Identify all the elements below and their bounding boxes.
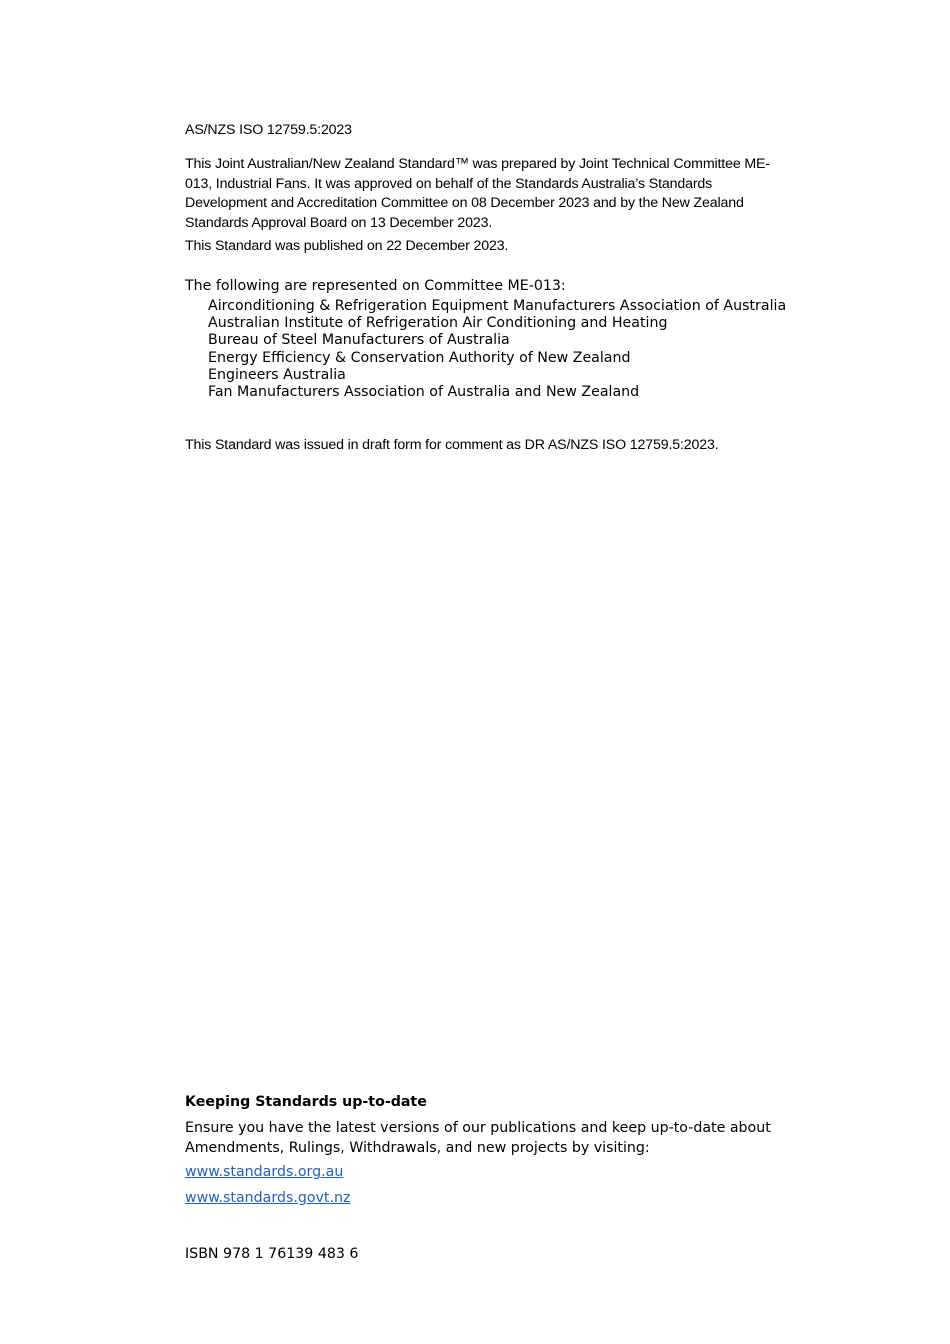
- committee-member: Airconditioning & Refrigeration Equipment Manufacturers Association of Australia: [208, 298, 787, 314]
- draft-note: This Standard was issued in draft form for comment as DR AS/NZS ISO 12759.5:2023.: [185, 437, 719, 453]
- committee-member: Fan Manufacturers Association of Australia and New Zealand: [208, 384, 640, 401]
- committee-member: Energy Efficiency & Conservation Authority of New Zealand: [208, 349, 631, 366]
- keeping-up-to-date-heading: Keeping Standards up-to-date: [185, 1094, 427, 1110]
- standards-australia-link[interactable]: www.standards.org.au: [185, 1164, 344, 1180]
- committee-member: Engineers Australia: [208, 366, 346, 383]
- standards-nz-link[interactable]: www.standards.govt.nz: [185, 1190, 351, 1206]
- committee-member: Australian Institute of Refrigeration Air Conditioning and Heating: [208, 315, 668, 332]
- keeping-up-to-date-body: Ensure you have the latest versions of our publications and keep up-to-date about Amendments, Rulings, Withdrawals, and new projects by visiting:: [185, 1120, 771, 1156]
- standard-id: AS/NZS ISO 12759.5:2023: [185, 122, 352, 138]
- committee-intro: The following are represented on Committee ME-013:: [185, 278, 566, 294]
- committee-member-list: [208, 298, 786, 401]
- isbn-line: ISBN 978 1 76139 483 6: [185, 1246, 359, 1262]
- committee-member: Bureau of Steel Manufacturers of Australia: [208, 332, 510, 349]
- published-date-line: This Standard was published on 22 December 2023.: [185, 238, 509, 254]
- approval-paragraph: This Joint Australian/New Zealand Standard™ was prepared by Joint Technical Committee ME-013, Industrial Fans. It was approved on behalf of the Standards Australia’s Standards Development and Accreditation Committee on 08 December 2023 and by the New Zealand Standards Approval Board on 13 December 2023.: [185, 156, 770, 231]
